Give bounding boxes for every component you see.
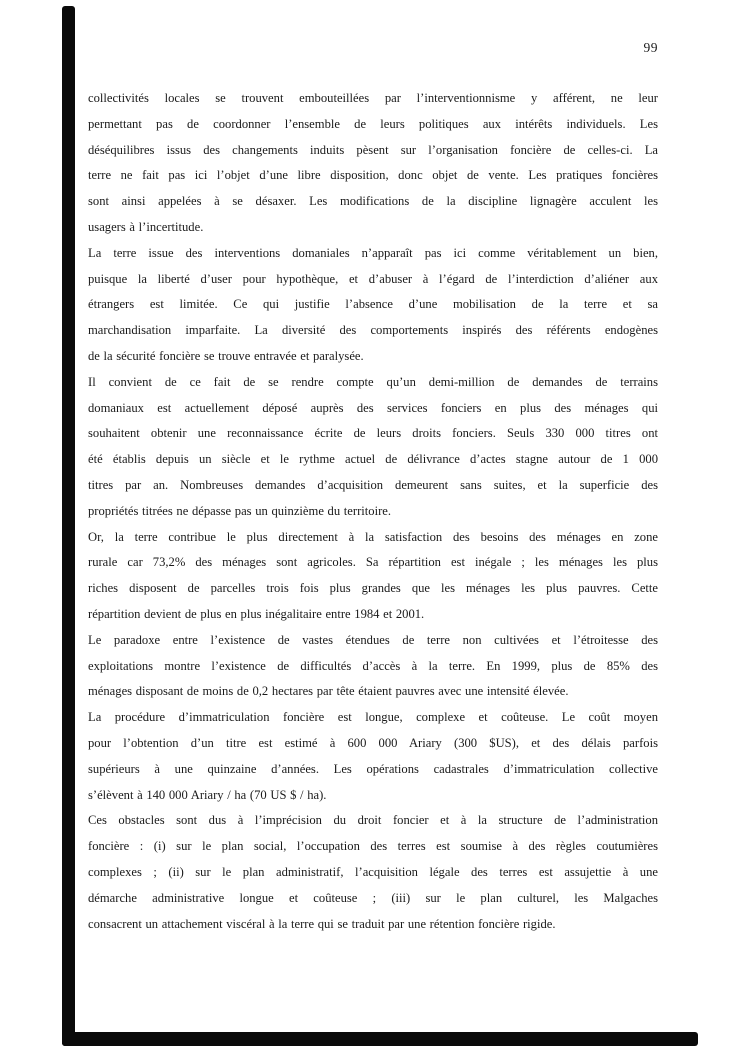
paragraph [88, 241, 658, 370]
text-line: pour l’obtention d’un titre est estimé à 600 000 Ariary (300 $US), et des délais parfois [88, 735, 658, 750]
text-line: souhaitent obtenir une reconnaissance écrite de leurs droits fonciers. Seuls 330 000 titres ont [88, 426, 658, 441]
text-line: domaniaux est actuellement déposé auprès des services fonciers en plus des ménages qui [88, 400, 658, 415]
paragraph [88, 705, 658, 808]
text-line: permettant pas de coordonner l’ensemble de leurs politiques aux intérêts individuels. Les [88, 116, 658, 131]
text-line: Il convient de ce fait de se rendre compte qu’un demi-million de demandes de terrains [88, 374, 658, 389]
text-line: complexes ; (ii) sur le plan administratif, l’acquisition légale des terres est assujettie à une [88, 864, 658, 879]
text-line: collectivités locales se trouvent embouteillées par l’interventionnisme y afférent, ne leur [88, 91, 658, 105]
text-line: rurale car 73,2% des ménages sont agricoles. Sa répartition est inégale ; les ménages les plus [88, 555, 658, 570]
text-line: La procédure d’immatriculation foncière est longue, complexe et coûteuse. Le coût moyen [88, 710, 658, 725]
text-line: ménages disposant de moins de 0,2 hectares par tête étaient pauvres avec une intensité élevée. [88, 684, 569, 699]
text-line: démarche administrative longue et coûteuse ; (iii) sur le plan culturel, les Malgaches [88, 890, 658, 905]
paragraph [88, 628, 658, 705]
scan-edge-left-artifact [62, 6, 75, 1046]
text-line: usagers à l’incertitude. [88, 219, 204, 234]
paragraph [88, 808, 658, 937]
page-number: 99 [643, 40, 658, 55]
text-line: Le paradoxe entre l’existence de vastes étendues de terre non cultivées et l’étroitesse des [88, 632, 658, 647]
text-line: riches disposent de parcelles trois fois plus grandes que les ménages les plus pauvres. Cette [88, 581, 658, 596]
body-text-block [88, 86, 658, 937]
text-line: déséquilibres issus des changements induits pèsent sur l’organisation foncière de celles-ci. La [88, 142, 658, 157]
text-line: propriétés titrées ne dépasse pas un quinzième du territoire. [88, 503, 391, 518]
text-line: foncière : (i) sur le plan social, l’occupation des terres est soumise à des règles coutumières [88, 839, 658, 854]
text-line: s’élèvent à 140 000 Ariary / ha (70 US $ / ha). [88, 787, 327, 802]
text-line: La terre issue des interventions domaniales n’apparaît pas ici comme véritablement un bien, [88, 245, 658, 260]
text-line: étrangers est limitée. Ce qui justifie l’absence d’une mobilisation de la terre et sa [88, 297, 658, 312]
text-line: Or, la terre contribue le plus directement à la satisfaction des besoins des ménages en zone [88, 529, 658, 544]
text-line: exploitations montre l’existence de difficultés d’accès à la terre. En 1999, plus de 85% des [88, 658, 658, 673]
text-line: sont ainsi appelées à se désaxer. Les modifications de la discipline lignagère acculent les [88, 194, 658, 209]
text-line: terre ne fait pas ici l’objet d’une libre disposition, donc objet de vente. Les pratiques foncières [88, 168, 658, 183]
text-line: répartition devient de plus en plus inégalitaire entre 1984 et 2001. [88, 606, 425, 621]
text-line: supérieurs à une quinzaine d’années. Les opérations cadastrales d’immatriculation collective [88, 761, 658, 776]
paragraph [88, 370, 658, 525]
scan-edge-bottom-artifact [62, 1032, 698, 1046]
text-line: consacrent un attachement viscéral à la terre qui se traduit par une rétention foncière rigide. [88, 916, 556, 931]
paragraph [88, 86, 658, 241]
text-line: Ces obstacles sont dus à l’imprécision du droit foncier et à la structure de l’administration [88, 813, 658, 828]
text-line: été établis depuis un siècle et le rythme actuel de délivrance d’actes stagne autour de 1 000 [88, 452, 658, 467]
text-line: titres par an. Nombreuses demandes d’acquisition demeurent sans suites, et la superficie des [88, 477, 658, 492]
text-line: de la sécurité foncière se trouve entravée et paralysée. [88, 348, 364, 363]
text-line: puisque la liberté d’user pour hypothèque, et d’abuser à l’égard de l’interdiction d’aliéner aux [88, 271, 658, 286]
text-line: marchandisation imparfaite. La diversité des comportements inspirés des référents endogènes [88, 323, 658, 338]
paragraph [88, 525, 658, 628]
